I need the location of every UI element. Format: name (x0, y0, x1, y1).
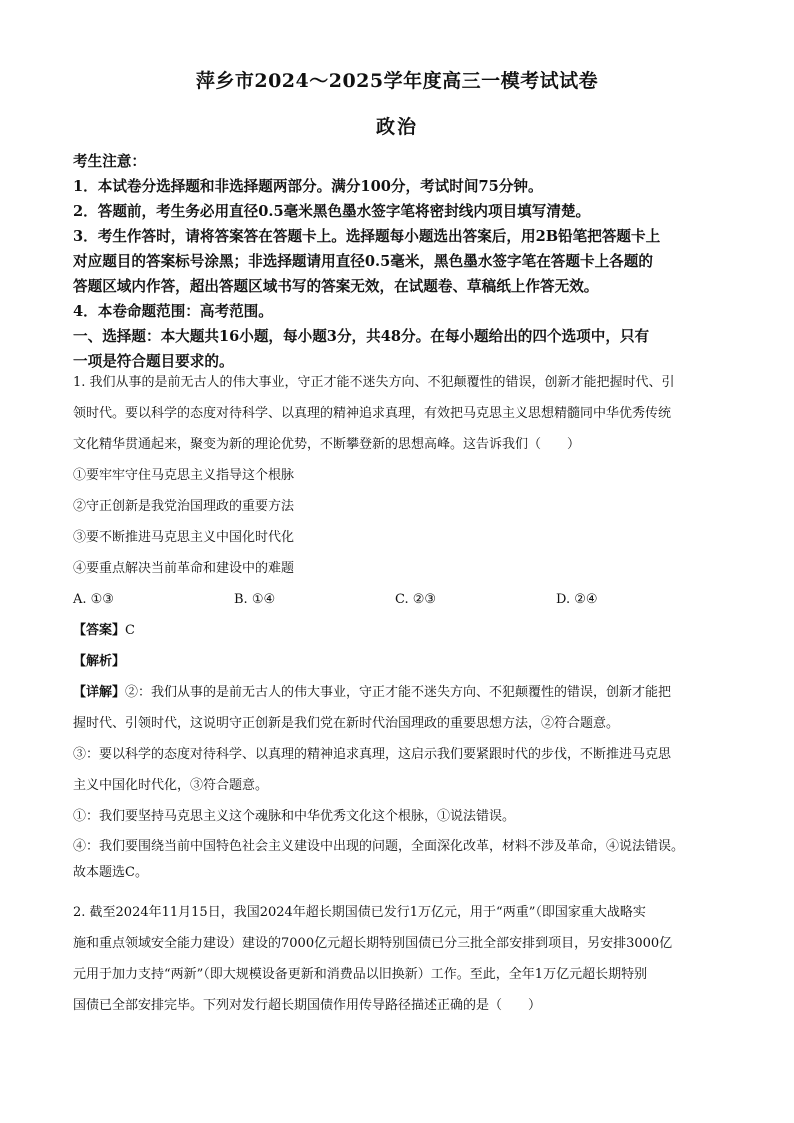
answer-tag: 【答案】 (73, 623, 126, 638)
option-d: D. ②④ (556, 592, 598, 607)
detail-line: ④：我们要围绕当前中国特色社会主义建设中出现的问题，全面深化改革，材料不涉及革命，④说法错误。 (73, 839, 685, 854)
section-heading: 一项是符合题目要求的。 (73, 353, 234, 370)
notes-heading: 考生注意： (73, 153, 146, 170)
option-a: A. ①③ (73, 592, 114, 607)
answer-options (73, 584, 733, 615)
question-1 (73, 367, 733, 885)
note-line: 2．答题前，考生务必用直径0.5毫米黑色墨水签字笔将密封线内项目填写清楚。 (73, 203, 591, 220)
statement-item: ①要牢牢守住马克思主义指导这个根脉 (73, 468, 295, 483)
note-line: 3．考生作答时，请将答案答在答题卡上。选择题每小题选出答案后，用2B铅笔把答题卡上 (73, 228, 661, 245)
statement-item: ③要不断推进马克思主义中国化时代化 (73, 530, 295, 545)
detail-line (73, 677, 733, 708)
note-line: 1．本试卷分选择题和非选择题两部分。满分100分，考试时间75分钟。 (73, 178, 543, 195)
detail-line: ①：我们要坚持马克思主义这个魂脉和中华优秀文化这个根脉，①说法错误。 (73, 809, 516, 824)
statement-item: ④要重点解决当前革命和建设中的难题 (73, 561, 295, 576)
detail-line: 握时代、引领时代，这说明守正创新是我们党在新时代治国理政的重要思想方法，②符合题意。 (73, 716, 620, 731)
detail-line: 主义中国化时代化，③符合题意。 (73, 778, 269, 793)
note-line: 4．本卷命题范围：高考范围。 (73, 303, 273, 320)
question-stem: 领时代。要以科学的态度对待科学、以真理的精神追求真理，有效把马克思主义思想精髓同中华优秀传统 (73, 406, 672, 421)
question-stem: 元用于加力支持“两新”（即大规模设备更新和消费品以旧换新）工作。至此，全年1万亿元超长期特别 (73, 967, 648, 982)
detail-line: ③：要以科学的态度对待科学、以真理的精神追求真理，这启示我们要紧跟时代的步伐，不断推进马克思 (73, 747, 672, 762)
option-c: C. ②③ (395, 592, 437, 607)
question-stem: 文化精华贯通起来，聚变为新的理论优势，不断攀登新的思想高峰。这告诉我们（ ） (73, 437, 581, 452)
question-stem: 施和重点领域安全能力建设）建设的7000亿元超长期特别国债已分三批全部安排到项目，另安排3000亿 (73, 936, 673, 951)
note-line: 对应题目的答案标号涂黑；非选择题请用直径0.5毫米，黑色墨水签字笔在答题卡上各题的 (73, 253, 653, 270)
detail-conclusion: 故本题选C。 (73, 865, 148, 880)
question-stem: 国债已全部安排完毕。下列对发行超长期国债作用传导路径描述正确的是（ ） (73, 998, 542, 1013)
section-heading: 一、选择题：本大题共16小题，每小题3分，共48分。在每小题给出的四个选项中，只有 (73, 328, 650, 345)
question-stem: 2. 截至2024年11月15日，我国2024年超长期国债已发行1万亿元，用于“两重”（即国家重大战略实 (73, 905, 646, 920)
subject-title: 政治 (375, 116, 418, 138)
candidate-notes (73, 149, 733, 374)
analysis-tag: 【解析】 (73, 654, 126, 669)
option-b: B. ①④ (234, 592, 276, 607)
question-2 (73, 897, 733, 1021)
detail-tag: 【详解】 (73, 685, 126, 700)
exam-title: 萍乡市2024～2025学年度高三一模考试试卷 (195, 70, 599, 92)
answer-value: C (125, 623, 135, 638)
detail-text: ②：我们从事的是前无古人的伟大事业，守正才能不迷失方向、不犯颠覆性的错误，创新才能把 (125, 685, 672, 700)
answer-line (73, 615, 733, 646)
note-line: 答题区域内作答，超出答题区域书写的答案无效，在试题卷、草稿纸上作答无效。 (73, 278, 599, 295)
question-stem: 1. 我们从事的是前无古人的伟大事业，守正才能不迷失方向、不犯颠覆性的错误，创新才能把握时代、引 (73, 375, 675, 390)
statement-item: ②守正创新是我党治国理政的重要方法 (73, 499, 295, 514)
